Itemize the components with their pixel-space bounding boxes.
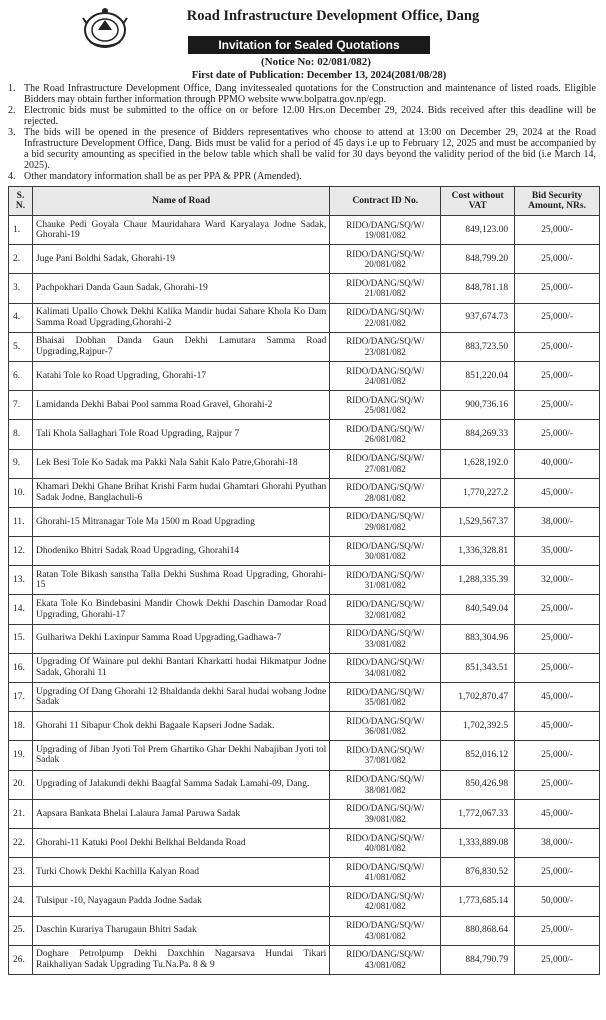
table-row xyxy=(9,887,600,916)
instruction-text: Other mandatory information shall be as per PPA & PPR (Amended). xyxy=(24,171,302,182)
road-name: Upgrading Of Dang Ghorahi 12 Bhaldanda dekhi Saral hudai wobang Jodne Sadak xyxy=(32,683,329,712)
road-name: Ghorahi-11 Katuki Pool Dekhi Belkhal Beldanda Road xyxy=(32,828,329,857)
instruction-item xyxy=(8,83,596,105)
road-name: Turki Chowk Dekhi Kachilla Kalyan Road xyxy=(32,858,329,887)
cost-without-vat: 848,781.18 xyxy=(441,274,515,303)
contract-id: RIDO/DANG/SQ/W/ 38/081/082 xyxy=(330,770,441,799)
row-sn: 12. xyxy=(9,537,33,566)
instruction-number: 1. xyxy=(8,83,16,94)
road-name: Ghorahi 11 Sibapur Chok dekhi Bagaale Kapseri Jodne Sadak. xyxy=(32,712,329,741)
contract-id: RIDO/DANG/SQ/W/ 41/081/082 xyxy=(330,858,441,887)
road-name: Lamidanda Dekhi Babai Pool samma Road Gravel, Ghorahi-2 xyxy=(32,391,329,420)
cost-without-vat: 900,736.16 xyxy=(441,391,515,420)
bid-security: 40,000/- xyxy=(515,449,600,478)
road-name: Upgrading of Jiban Jyoti Tol Prem Ghartiko Ghar Dekhi Nabajiban Jyoti tol Sadak xyxy=(32,741,329,770)
cost-without-vat: 851,343.51 xyxy=(441,653,515,682)
header-road-name: Name of Road xyxy=(32,187,329,216)
instruction-number: 3. xyxy=(8,127,16,138)
row-sn: 1. xyxy=(9,216,33,245)
cost-without-vat: 883,723.50 xyxy=(441,332,515,361)
road-name: Chauke Pedi Goyala Chaur Mauridahara Ward Karyalaya Jodne Sadak, Ghorahi-19 xyxy=(32,216,329,245)
row-sn: 11. xyxy=(9,507,33,536)
contract-id: RIDO/DANG/SQ/W/ 42/081/082 xyxy=(330,887,441,916)
bid-security: 32,000/- xyxy=(515,566,600,595)
cost-without-vat: 1,336,328.81 xyxy=(441,537,515,566)
row-sn: 6. xyxy=(9,361,33,390)
row-sn: 21. xyxy=(9,799,33,828)
bid-security: 35,000/- xyxy=(515,537,600,566)
row-sn: 3. xyxy=(9,274,33,303)
contract-id: RIDO/DANG/SQ/W/ 43/081/082 xyxy=(330,916,441,945)
cost-without-vat: 852,016.12 xyxy=(441,741,515,770)
table-row xyxy=(9,303,600,332)
publication-date: First date of Publication: December 13, 2024(2081/08/28) xyxy=(191,70,447,81)
table-row xyxy=(9,799,600,828)
table-row xyxy=(9,712,600,741)
header-sn: S. N. xyxy=(9,187,33,216)
row-sn: 25. xyxy=(9,916,33,945)
road-name: Gulhariwa Dekhi Laxinpur Samma Road Upgrading,Gadhawa-7 xyxy=(32,624,329,653)
bid-security: 25,000/- xyxy=(515,245,600,274)
cost-without-vat: 1,702,870.47 xyxy=(441,683,515,712)
bid-table xyxy=(8,186,600,975)
instruction-list xyxy=(8,83,600,182)
contract-id: RIDO/DANG/SQ/W/ 21/081/082 xyxy=(330,274,441,303)
table-row xyxy=(9,566,600,595)
road-name: Kalimati Upallo Chowk Dekhi Kalika Mandir hudai Sahare Khola Ko Dam Samma Road Upgrading,Ghorahi-2 xyxy=(32,303,329,332)
contract-id: RIDO/DANG/SQ/W/ 28/081/082 xyxy=(330,478,441,507)
bid-security: 25,000/- xyxy=(515,624,600,653)
table-row xyxy=(9,916,600,945)
cost-without-vat: 1,288,335.39 xyxy=(441,566,515,595)
contract-id: RIDO/DANG/SQ/W/ 33/081/082 xyxy=(330,624,441,653)
road-name: Pachpokhari Danda Gaun Sadak, Ghorahi-19 xyxy=(32,274,329,303)
row-sn: 5. xyxy=(9,332,33,361)
table-row xyxy=(9,274,600,303)
table-row xyxy=(9,391,600,420)
cost-without-vat: 1,529,567.37 xyxy=(441,507,515,536)
road-name: Ratan Tole Bikash sanstha Talla Dekhi Sushma Road Upgrading, Ghorahi-15 xyxy=(32,566,329,595)
contract-id: RIDO/DANG/SQ/W/ 25/081/082 xyxy=(330,391,441,420)
contract-id: RIDO/DANG/SQ/W/ 32/081/082 xyxy=(330,595,441,624)
bid-security: 25,000/- xyxy=(515,945,600,974)
contract-id: RIDO/DANG/SQ/W/ 40/081/082 xyxy=(330,828,441,857)
bid-security: 25,000/- xyxy=(515,303,600,332)
contract-id: RIDO/DANG/SQ/W/ 26/081/082 xyxy=(330,420,441,449)
contract-id: RIDO/DANG/SQ/W/ 24/081/082 xyxy=(330,361,441,390)
instruction-item xyxy=(8,171,596,182)
cost-without-vat: 880,868.64 xyxy=(441,916,515,945)
cost-without-vat: 1,702,392.5 xyxy=(441,712,515,741)
table-row xyxy=(9,507,600,536)
table-row xyxy=(9,478,600,507)
row-sn: 22. xyxy=(9,828,33,857)
contract-id: RIDO/DANG/SQ/W/ 23/081/082 xyxy=(330,332,441,361)
table-row xyxy=(9,449,600,478)
cost-without-vat: 851,220.04 xyxy=(441,361,515,390)
row-sn: 7. xyxy=(9,391,33,420)
row-sn: 24. xyxy=(9,887,33,916)
cost-without-vat: 884,269.33 xyxy=(441,420,515,449)
contract-id: RIDO/DANG/SQ/W/ 34/081/082 xyxy=(330,653,441,682)
instruction-text: The Road Infrastructure Development Office, Dang invitessealed quotations for the Construction and maintenance of listed roads. Eligible Bidders may obtain further information through PPMO website www.bolpatra.gov.np/egp. xyxy=(24,83,596,105)
road-name: Lek Besi Tole Ko Sadak ma Pakki Nala Sahit Kalo Patre,Ghorahi-18 xyxy=(32,449,329,478)
header-bid-security: Bid Security Amount, NRs. xyxy=(515,187,600,216)
road-name: Bhaisai Dobhan Danda Gaun Dekhi Lamutara Samma Road Upgrading,Rajpur-7 xyxy=(32,332,329,361)
table-row xyxy=(9,741,600,770)
road-name: Aapsara Bankata Bhelai Lalaura Jamal Paruwa Sadak xyxy=(32,799,329,828)
instruction-item xyxy=(8,105,596,127)
road-name: Daschin Kurariya Tharugaun Bhitri Sadak xyxy=(32,916,329,945)
road-name: Tali Khola Sallaghari Tole Road Upgrading, Rajpur 7 xyxy=(32,420,329,449)
bid-security: 45,000/- xyxy=(515,799,600,828)
road-name: Upgrading of Jalakundi dekhi Baagfal Samma Sadak Lamahi-09, Dang. xyxy=(32,770,329,799)
contract-id: RIDO/DANG/SQ/W/ 39/081/082 xyxy=(330,799,441,828)
row-sn: 14. xyxy=(9,595,33,624)
row-sn: 9. xyxy=(9,449,33,478)
row-sn: 10. xyxy=(9,478,33,507)
cost-without-vat: 1,773,685.14 xyxy=(441,887,515,916)
table-row xyxy=(9,537,600,566)
road-name: Juge Pani Boldhi Sadak, Ghorahi-19 xyxy=(32,245,329,274)
header-cost: Cost without VAT xyxy=(441,187,515,216)
contract-id: RIDO/DANG/SQ/W/ 43/081/082 xyxy=(330,945,441,974)
notice-header xyxy=(8,4,600,68)
instruction-text: Electronic bids must be submitted to the office on or before 12.00 Hrs.on December 29, 2024. Bids received after this deadline will be rejected. xyxy=(24,105,596,127)
road-name: Katahi Tole ko Road Upgrading, Ghorahi-17 xyxy=(32,361,329,390)
table-row xyxy=(9,216,600,245)
cost-without-vat: 840,549.04 xyxy=(441,595,515,624)
table-row xyxy=(9,624,600,653)
table-row xyxy=(9,420,600,449)
road-name: Khamari Dekhi Ghane Brihat Krishi Farm hudai Ghamtari Ghorahi Pyuthan Sadak Jodne, Banglachuli-6 xyxy=(32,478,329,507)
office-title: Road Infrastructure Development Office, Dang xyxy=(186,8,480,24)
cost-without-vat: 1,772,067.33 xyxy=(441,799,515,828)
contract-id: RIDO/DANG/SQ/W/ 29/081/082 xyxy=(330,507,441,536)
bid-security: 25,000/- xyxy=(515,858,600,887)
bid-security: 25,000/- xyxy=(515,770,600,799)
road-name: Dhodeniko Bhitri Sadak Road Upgrading, Ghorahi14 xyxy=(32,537,329,566)
cost-without-vat: 937,674.73 xyxy=(441,303,515,332)
road-name: Upgrading Of Wainare pul dekhi Bantari Kharkatti hudai Hikmatpur Jodne Sadak, Ghorahi 11 xyxy=(32,653,329,682)
bid-security: 25,000/- xyxy=(515,741,600,770)
table-row xyxy=(9,361,600,390)
cost-without-vat: 1,333,889.08 xyxy=(441,828,515,857)
cost-without-vat: 848,799.20 xyxy=(441,245,515,274)
row-sn: 23. xyxy=(9,858,33,887)
row-sn: 19. xyxy=(9,741,33,770)
contract-id: RIDO/DANG/SQ/W/ 20/081/082 xyxy=(330,245,441,274)
row-sn: 26. xyxy=(9,945,33,974)
bid-table-body xyxy=(9,216,600,975)
bid-security: 25,000/- xyxy=(515,274,600,303)
contract-id: RIDO/DANG/SQ/W/ 37/081/082 xyxy=(330,741,441,770)
cost-without-vat: 1,770,227.2 xyxy=(441,478,515,507)
notice-number: (Notice No: 02/081/082) xyxy=(261,56,371,68)
road-name: Doghare Petrolpump Dekhi Daxchhin Nagarsava Hundai Tikari Raikhaliyan Sadak Upgrading Tu.Na.Pa. 8 & 9 xyxy=(32,945,329,974)
row-sn: 13. xyxy=(9,566,33,595)
table-row xyxy=(9,595,600,624)
cost-without-vat: 884,790.79 xyxy=(441,945,515,974)
instruction-number: 2. xyxy=(8,105,16,116)
table-row xyxy=(9,858,600,887)
row-sn: 16. xyxy=(9,653,33,682)
table-row xyxy=(9,332,600,361)
bid-table-header xyxy=(9,187,600,216)
bid-security: 45,000/- xyxy=(515,712,600,741)
bid-security: 25,000/- xyxy=(515,420,600,449)
row-sn: 15. xyxy=(9,624,33,653)
contract-id: RIDO/DANG/SQ/W/ 19/081/082 xyxy=(330,216,441,245)
contract-id: RIDO/DANG/SQ/W/ 36/081/082 xyxy=(330,712,441,741)
table-row xyxy=(9,683,600,712)
contract-id: RIDO/DANG/SQ/W/ 22/081/082 xyxy=(330,303,441,332)
bid-security: 25,000/- xyxy=(515,595,600,624)
table-row xyxy=(9,828,600,857)
bid-security: 45,000/- xyxy=(515,478,600,507)
bid-security: 25,000/- xyxy=(515,391,600,420)
bid-security: 45,000/- xyxy=(515,683,600,712)
cost-without-vat: 850,426.98 xyxy=(441,770,515,799)
cost-without-vat: 883,304.96 xyxy=(441,624,515,653)
contract-id: RIDO/DANG/SQ/W/ 31/081/082 xyxy=(330,566,441,595)
row-sn: 8. xyxy=(9,420,33,449)
cost-without-vat: 876,830.52 xyxy=(441,858,515,887)
road-name: Ghorahi-15 Mitranagar Tole Ma 1500 m Road Upgrading xyxy=(32,507,329,536)
instruction-number: 4. xyxy=(8,171,16,182)
road-name: Tulsipur -10, Nayagaun Padda Jodne Sadak xyxy=(32,887,329,916)
row-sn: 17. xyxy=(9,683,33,712)
bid-security: 38,000/- xyxy=(515,828,600,857)
cost-without-vat: 1,628,192.0 xyxy=(441,449,515,478)
contract-id: RIDO/DANG/SQ/W/ 27/081/082 xyxy=(330,449,441,478)
bid-security: 25,000/- xyxy=(515,361,600,390)
row-sn: 4. xyxy=(9,303,33,332)
bid-security: 25,000/- xyxy=(515,916,600,945)
cost-without-vat: 849,123.00 xyxy=(441,216,515,245)
bid-security: 25,000/- xyxy=(515,653,600,682)
row-sn: 20. xyxy=(9,770,33,799)
bid-security: 25,000/- xyxy=(515,216,600,245)
row-sn: 2. xyxy=(9,245,33,274)
road-name: Ekata Tole Ko Bindebasini Mandir Chowk Dekhi Daschin Damodar Road Upgrading, Ghorahi-17 xyxy=(32,595,329,624)
invitation-banner: Invitation for Sealed Quotations xyxy=(188,36,430,54)
bid-security: 38,000/- xyxy=(515,507,600,536)
contract-id: RIDO/DANG/SQ/W/ 35/081/082 xyxy=(330,683,441,712)
table-row xyxy=(9,653,600,682)
bid-security: 25,000/- xyxy=(515,332,600,361)
contract-id: RIDO/DANG/SQ/W/ 30/081/082 xyxy=(330,537,441,566)
bid-security: 50,000/- xyxy=(515,887,600,916)
table-row xyxy=(9,945,600,974)
header-contract-id: Contract ID No. xyxy=(330,187,441,216)
table-row xyxy=(9,245,600,274)
row-sn: 18. xyxy=(9,712,33,741)
instruction-text: The bids will be opened in the presence of Bidders representatives who choose to attend at 13:00 on December 29, 2024 at the Road Infrastructure Development Office, Dang. Bids must be valid for a period of 45 days i.e up to February 12, 2025 and must be accompanied by a bid security amounting as specified in the below table which shall be valid for 30 days beyond the validity period of the bid (i.e March 14, 2025). xyxy=(24,127,596,171)
table-row xyxy=(9,770,600,799)
instruction-item xyxy=(8,127,596,171)
